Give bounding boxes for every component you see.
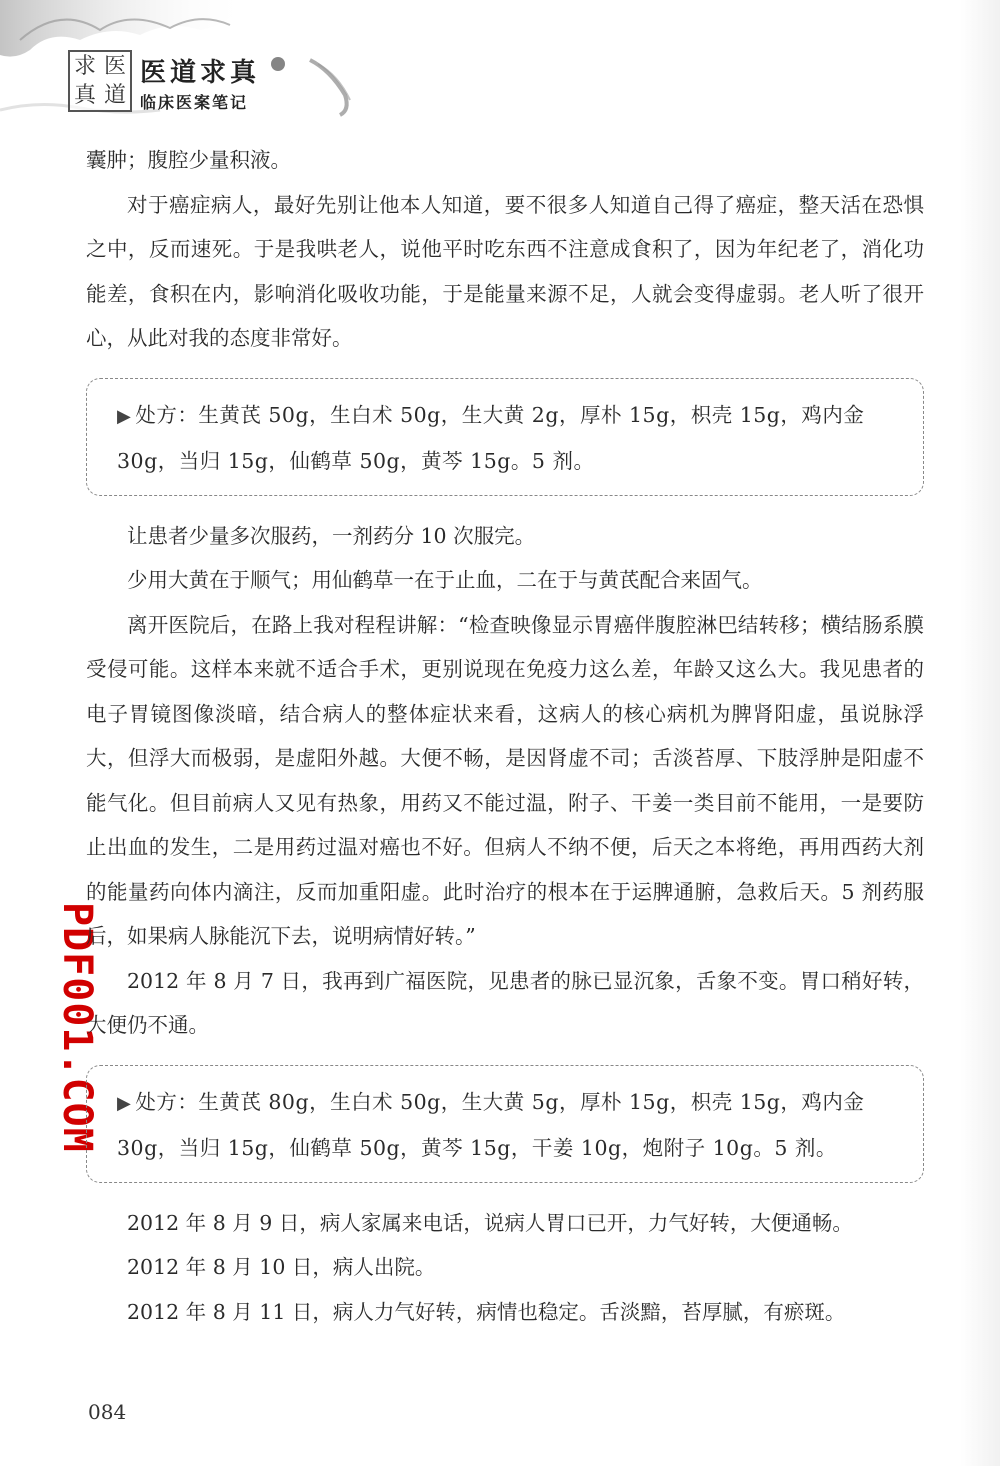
paragraph: 对于癌症病人，最好先别让他本人知道，要不很多人知道自己得了癌症，整天活在恐惧之中，反而速死。于是我哄老人，说他平时吃东西不注意成食积了，因为年纪老了，消化功能差，食积在内，影响消化吸收功能，于是能量来源不足，人就会变得虚弱。老人听了很开心，从此对我的态度非常好。 — [86, 192, 924, 350]
paragraph: 2012 年 8 月 10 日，病人出院。 — [127, 1255, 436, 1279]
paragraph: 离开医院后，在路上我对程程讲解：“检查映像显示胃癌伴腹腔淋巴结转移；横结肠系膜受侵可能。这样本来就不适合手术，更别说现在免疫力这么差，年龄又这么大。我见患者的电子胃镜图像淡暗，结合病人的整体症状来看，这病人的核心病机为脾肾阳虚，虽说脉浮大，但浮大而极弱，是虚阳外越。大便不畅，是因肾虚不司；舌淡苔厚、下肢浮肿是阳虚不能气化。但目前病人又见有热象，用药又不能过温，附子、干姜一类目前不能用，一是要防止出血的发生，二是用药过温对癌也不好。但病人不纳不便，后天之本将绝，再用西药大剂的能量药向体内滴注，反而加重阳虚。此时治疗的根本在于运脾通腑，急救后天。5 剂药服后，如果病人脉能沉下去，说明病情好转。” — [86, 612, 924, 948]
seal-char: 道 — [103, 82, 126, 108]
page-number: 084 — [88, 1400, 127, 1424]
paragraph: 囊肿；腹腔少量积液。 — [86, 148, 291, 172]
prescription-text: 处方：生黄芪 80g，生白术 50g，生大黄 5g，厚朴 15g，枳壳 15g，鸡内金 30g，当归 15g，仙鹤草 50g，黄芩 15g，干姜 10g，炮附子 10g。5 剂。 — [117, 1089, 865, 1160]
paragraph: 2012 年 8 月 7 日，我再到广福医院，见患者的脉已显沉象，舌象不变。胃口稍好转，大便仍不通。 — [86, 968, 924, 1037]
triangle-arrow-icon: ▶ — [117, 405, 132, 427]
paragraph: 2012 年 8 月 11 日，病人力气好转，病情也稳定。舌淡黯，苔厚腻，有瘀斑。 — [127, 1299, 846, 1324]
page-edge-shadow — [960, 0, 1000, 1466]
page-body — [86, 138, 924, 1334]
seal-char: 真 — [73, 82, 96, 108]
paragraph: 2012 年 8 月 9 日，病人家属来电话，说病人胃口已开，力气好转，大便通畅。 — [127, 1210, 853, 1235]
book-subtitle: 临床医案笔记 — [140, 93, 249, 112]
book-title: 医道求真 — [140, 58, 261, 88]
prescription-box — [86, 378, 924, 496]
title-seal — [68, 50, 132, 112]
paragraph: 少用大黄在于顺气；用仙鹤草一在于止血，二在于与黄芪配合来固气。 — [127, 568, 763, 592]
triangle-arrow-icon: ▶ — [117, 1092, 132, 1114]
prescription-text: 处方：生黄芪 50g，生白术 50g，生大黄 2g，厚朴 15g，枳壳 15g，鸡内金 30g，当归 15g，仙鹤草 50g，黄芩 15g。5 剂。 — [117, 402, 865, 473]
seal-char: 求 — [73, 53, 96, 79]
prescription-box — [86, 1065, 924, 1183]
seal-char: 医 — [103, 53, 126, 79]
site-watermark: PDF001.COM — [54, 902, 100, 1153]
paragraph: 让患者少量多次服药，一剂药分 10 次服完。 — [127, 523, 536, 548]
